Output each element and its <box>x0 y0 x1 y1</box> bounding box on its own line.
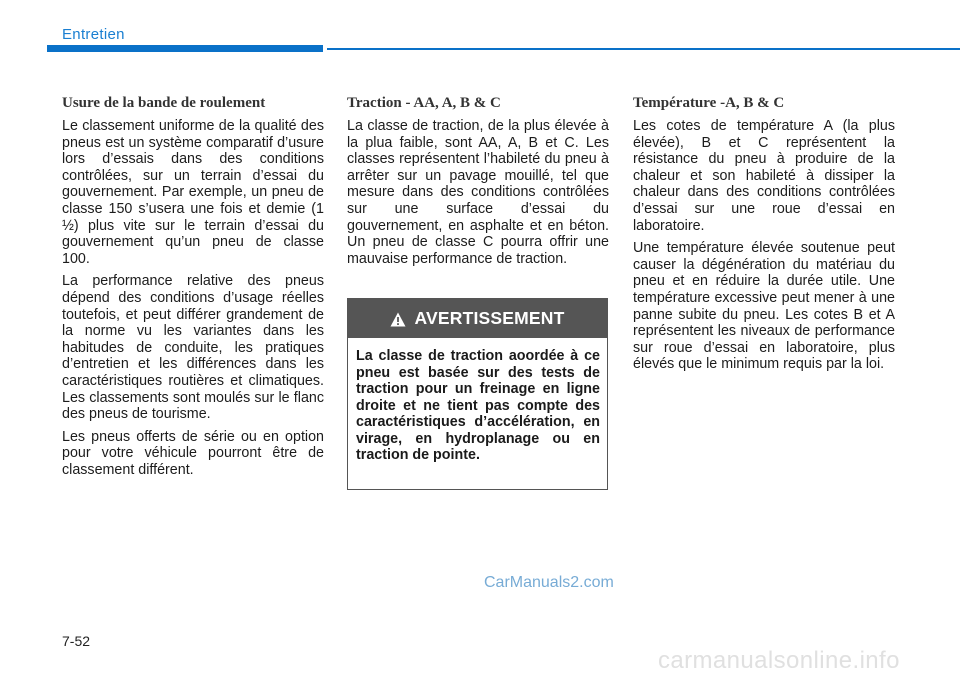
footer-watermark: carmanualsonline.info <box>658 647 900 674</box>
warning-box <box>347 298 608 490</box>
heading-tread-wear: Usure de la bande de roulement <box>62 95 266 111</box>
paragraph: La performance relative des pneus dépend des conditions d’usage réelles toutefois, et peut différer grandement de la norme vu les variantes dans les habitudes de conduite, les pratiques d’entretien et les différences dans les caractéristiques routières et climatiques. Les classements sont moulés sur le flanc des pneus de tourisme. <box>62 273 324 423</box>
paragraph: La classe de traction, de la plus élevée à la plua faible, sont AA, A, B et C. Les classes représentent l’habileté du pneu à arrêter sur un pavage mouillé, tel que mesure dans des conditions contrôlées sur une surface d’essai du gouvernement, en asphalte et en béton. Un pneu de classe C pourra offrir une mauvaise performance de traction. <box>347 118 609 267</box>
section-title: Entretien <box>62 26 125 43</box>
warning-text: La classe de traction aoordée à ce pneu est basée sur des tests de traction pour un freinage en ligne droite et ne tient pas compte des caractéristiques d’accélération, en virage, en hydroplanage ou en traction de pointe. <box>356 348 600 463</box>
watermark-link[interactable]: CarManuals2.com <box>484 574 614 591</box>
header-bar-thick <box>47 45 323 52</box>
warning-triangle-icon <box>390 311 406 326</box>
heading-traction: Traction - AA, A, B & C <box>347 95 501 111</box>
page-number: 7-52 <box>62 633 91 649</box>
column-traction <box>347 94 609 273</box>
warning-header <box>348 299 607 338</box>
paragraph: Le classement uniforme de la qualité des pneus est un système comparatif d’usure lors d’essais dans des conditions contrôlées, sur un terrain d’essai du gouvernement. Par exemple, un pneu de classe 150 s’usera une fois et demie (1 ½) plus vite sur le terrain d’essai du gouvernement qu’un pneu de classe 100. <box>62 118 324 267</box>
header-bar-thin <box>327 48 960 50</box>
paragraph: Les pneus offerts de série ou en option pour votre véhicule pourront être de classement différent. <box>62 428 324 478</box>
column-temperature <box>633 94 895 379</box>
paragraph: Les cotes de température A (la plus élevée), B et C représentent la résistance du pneu à produire de la chaleur et son habileté à dissiper la chaleur dans des conditions contrôlées d’essai sur une roue d’essai en laboratoire. <box>633 118 895 234</box>
column-tread-wear <box>62 94 324 484</box>
warning-title: AVERTISSEMENT <box>414 308 565 328</box>
paragraph: Une température élevée soutenue peut causer la dégénération du matériau du pneu et en réduire la durée utile. Une température excessive peut mener à une panne subite du pneu. Les cotes B et A représentent les niveaux de performance sur roue d’essai en laboratoire, plus élevés que le minimum requis par la loi. <box>633 240 895 373</box>
heading-temperature: Température -A, B & C <box>633 95 785 111</box>
